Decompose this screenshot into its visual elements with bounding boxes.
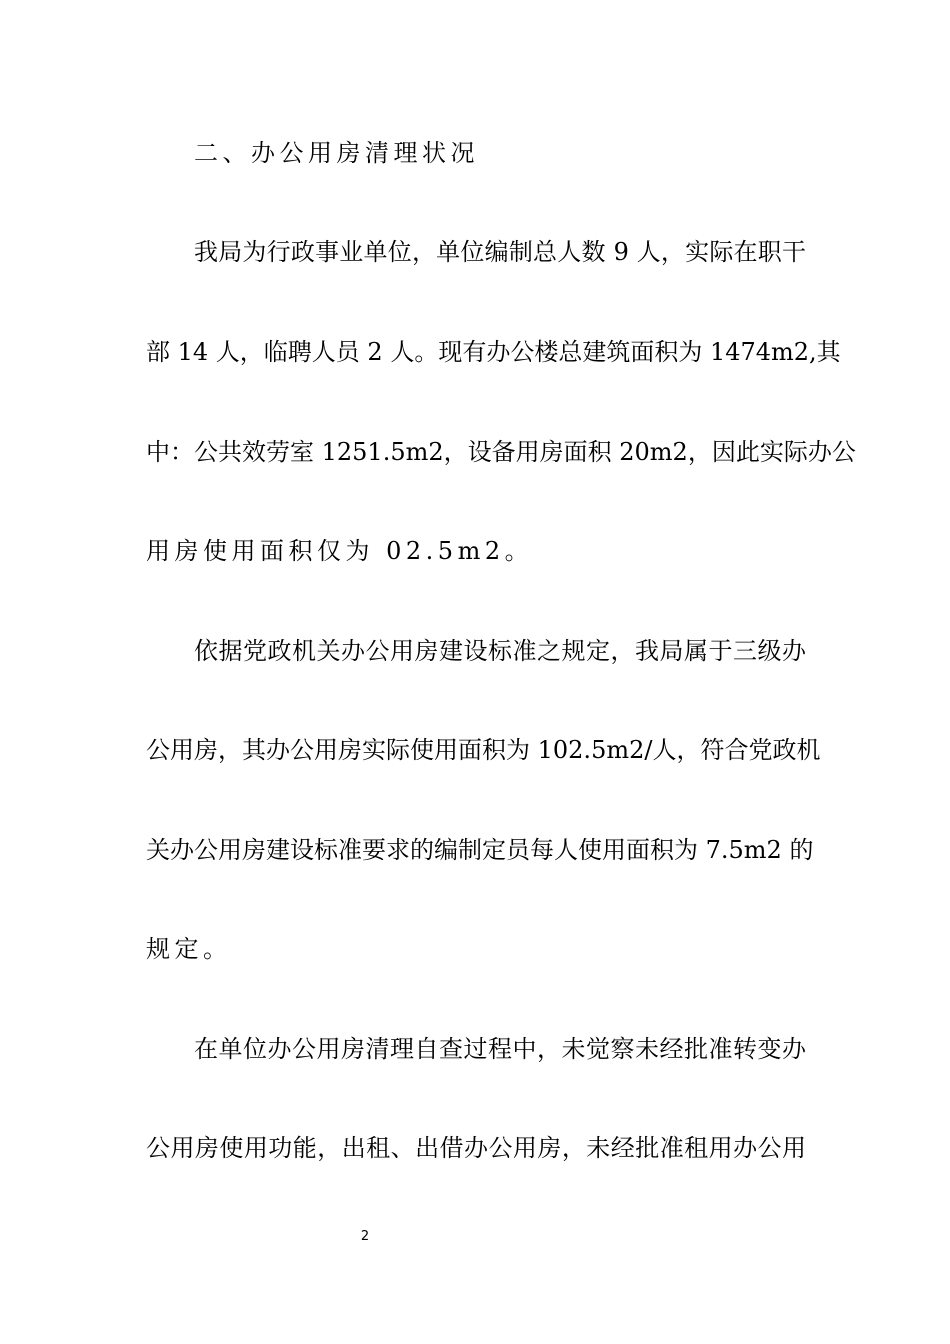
paragraph-line: 规定。 bbox=[146, 935, 232, 963]
paragraph-line: 公用房，其办公用房实际使用面积为 102.5m2/人，符合党政机 bbox=[146, 736, 821, 764]
paragraph-line: 依据党政机关办公用房建设标准之规定，我局属于三级办 bbox=[194, 637, 806, 665]
paragraph-line: 部 14 人，临聘人员 2 人。现有办公楼总建筑面积为 1474m2,其 bbox=[146, 338, 841, 366]
paragraph-line: 公用房使用功能，出租、出借办公用房，未经批准租用办公用 bbox=[146, 1134, 806, 1162]
paragraph-line: 在单位办公用房清理自查过程中，未觉察未经批准转变办 bbox=[194, 1035, 806, 1063]
page-number: 2 bbox=[360, 1229, 370, 1244]
paragraph-line: 中：公共效劳室 1251.5m2，设备用房面积 20m2，因此实际办公 bbox=[146, 438, 856, 466]
paragraph-line: 我局为行政事业单位，单位编制总人数 9 人，实际在职干 bbox=[194, 238, 806, 266]
section-heading: 二、办公用房清理状况 bbox=[194, 139, 479, 167]
paragraph-line: 关办公用房建设标准要求的编制定员每人使用面积为 7.5m2 的 bbox=[146, 836, 814, 864]
paragraph-line: 用房使用面积仅为 02.5m2。 bbox=[146, 537, 534, 565]
